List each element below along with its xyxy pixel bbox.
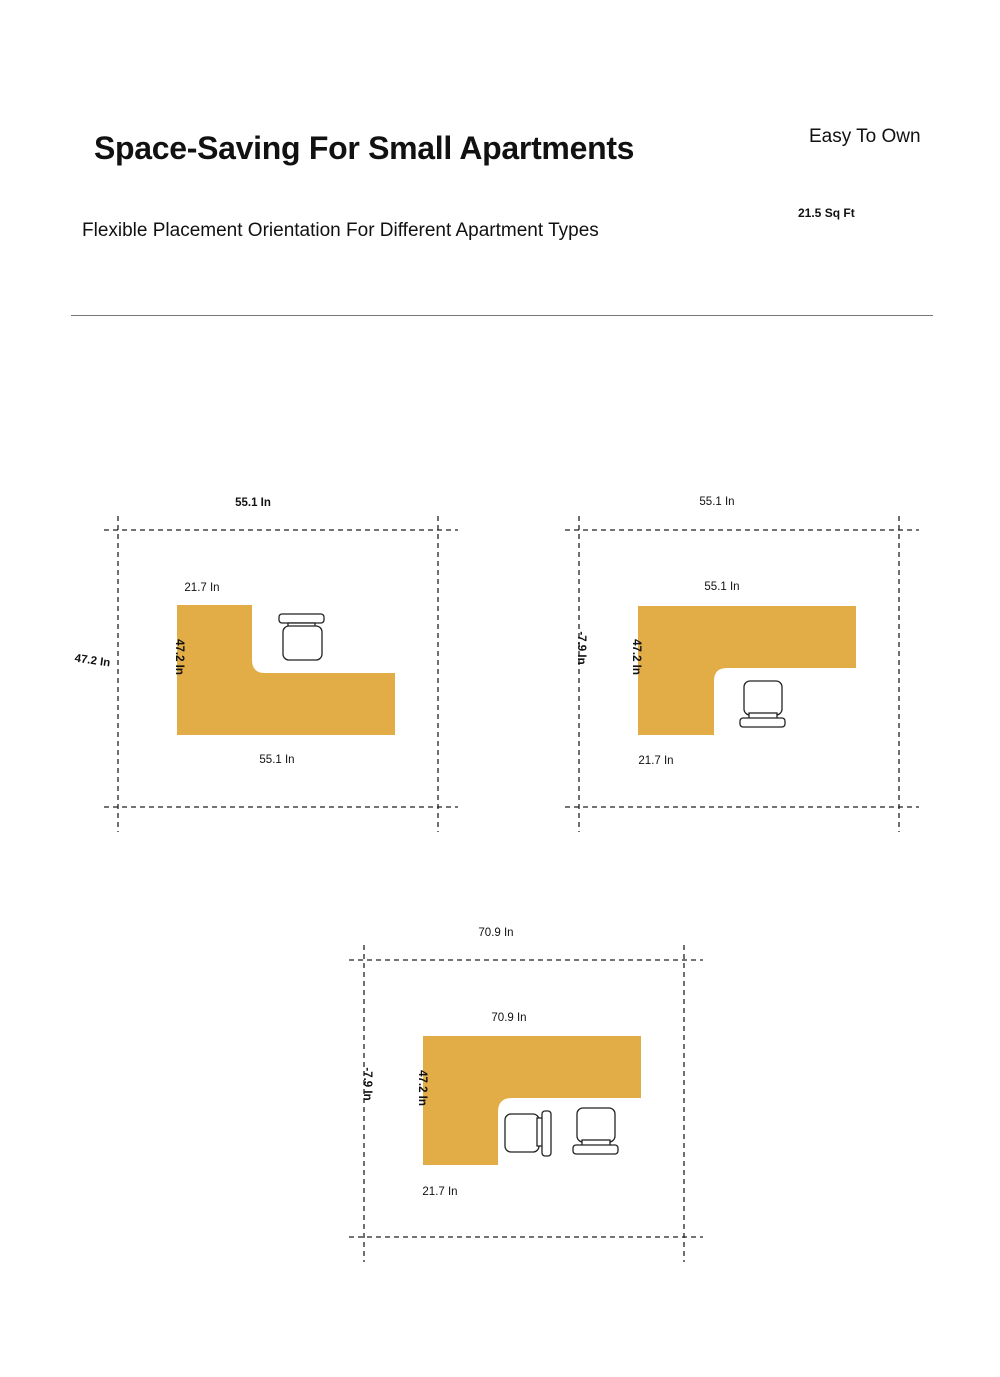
plan-2-boundary [565, 516, 919, 832]
plan-3-top-dimension: 70.9 In [478, 927, 514, 939]
plan-2-top-dimension: 55.1 In [699, 496, 735, 508]
plan-2-chair [740, 681, 785, 727]
plan-1-top-dimension: 55.1 In [235, 497, 271, 509]
plan-2-desk-side-dimension: 47.2 In [630, 639, 642, 675]
plan-1-desk-top-dimension: 21.7 In [184, 582, 220, 594]
plan-3-desk-top-dimension: 70.9 In [491, 1012, 527, 1024]
page-subtitle: Flexible Placement Orientation For Different Apartment Types [82, 220, 599, 241]
plan-3-chair-front [573, 1108, 618, 1154]
plan-2-desk-bottom-dimension: 21.7 In [638, 755, 674, 767]
plan-2-left-dimension: -7.9 In [575, 631, 587, 665]
plan-3-chair-side [505, 1111, 551, 1156]
plan-3-left-dimension: -7.9 In [361, 1067, 373, 1101]
plan-3-desk-side-dimension: 47.2 In [416, 1070, 428, 1106]
area-label: 21.5 Sq Ft [798, 206, 855, 220]
plan-1-left-dimension: 47.2 In [73, 652, 111, 670]
plan-3-boundary [349, 945, 703, 1262]
plan-1-chair [279, 614, 324, 660]
plan-1 [74, 497, 458, 832]
tagline: Easy To Own [809, 126, 921, 147]
plan-2 [565, 496, 919, 832]
plan-1-desk-side-dimension: 47.2 In [173, 639, 185, 675]
page-title: Space-Saving For Small Apartments [94, 130, 635, 166]
plan-2-desk-top-dimension: 55.1 In [704, 581, 740, 593]
plan-3 [349, 927, 703, 1262]
plan-2-desk [638, 606, 856, 735]
plan-1-desk-bottom-dimension: 55.1 In [259, 754, 295, 766]
plan-1-desk [177, 605, 395, 735]
plan-3-desk-bottom-dimension: 21.7 In [422, 1186, 458, 1198]
